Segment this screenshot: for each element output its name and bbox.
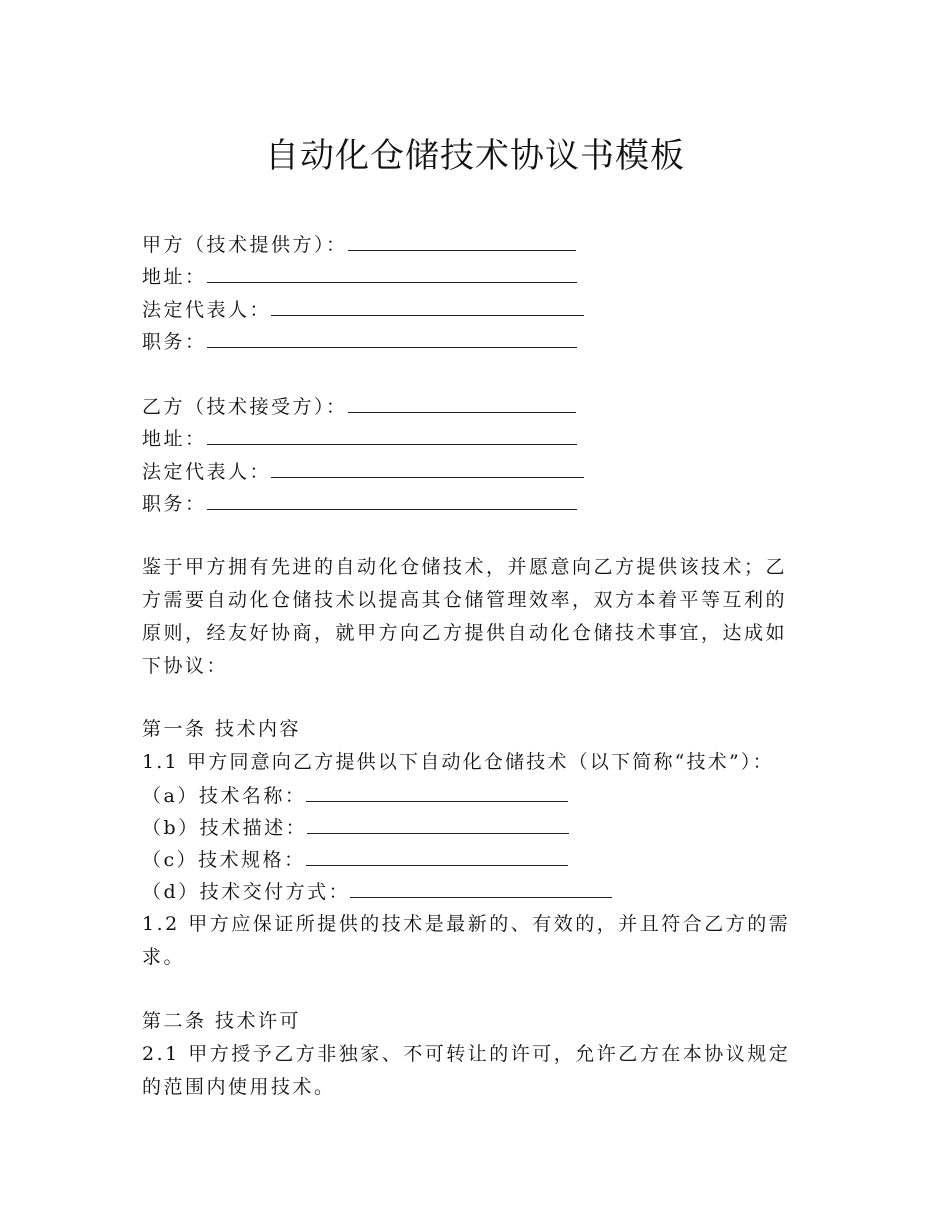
- preamble-line-2: 方需要自动化仓储技术以提高其仓储管理效率，双方本着平等互利的: [142, 589, 788, 611]
- item-a-label: （a）技术名称：: [142, 785, 307, 807]
- preamble-line-4: 下协议：: [142, 655, 229, 677]
- item-d-line: [142, 875, 612, 908]
- party-b-address-line: [142, 422, 577, 455]
- party-b-position-blank[interactable]: [207, 487, 577, 510]
- party-a-position-line: [142, 325, 577, 358]
- party-a-blank[interactable]: [348, 228, 576, 251]
- preamble-line-1: 鉴于甲方拥有先进的自动化仓储技术，并愿意向乙方提供该技术；乙: [142, 556, 788, 578]
- party-b-blank[interactable]: [348, 390, 576, 413]
- clause-2-1-line-2: 的范围内使用技术。: [142, 1076, 336, 1098]
- party-b-position-label: 职务：: [142, 493, 207, 515]
- item-c-blank[interactable]: [306, 843, 568, 866]
- clause-2-1-line-1: 2.1 甲方授予乙方非独家、不可转让的许可，允许乙方在本协议规定: [142, 1043, 791, 1065]
- party-a-legal-rep-label: 法定代表人：: [142, 299, 272, 321]
- party-a-legal-rep-blank[interactable]: [271, 293, 584, 316]
- document-title: 自动化仓储技术协议书模板: [265, 136, 685, 176]
- item-b-line: [142, 811, 569, 844]
- party-a-legal-rep-line: [142, 293, 584, 326]
- party-b-label: 乙方（技术接受方）：: [142, 396, 348, 418]
- party-b-legal-rep-line: [142, 455, 584, 488]
- party-a-address-blank[interactable]: [207, 260, 577, 283]
- clause-1-2-line-2: 求。: [142, 946, 186, 968]
- party-b-legal-rep-blank[interactable]: [271, 455, 584, 478]
- party-b-legal-rep-label: 法定代表人：: [142, 461, 272, 483]
- party-b-line: [142, 390, 576, 423]
- party-b-address-label: 地址：: [142, 428, 207, 450]
- party-a-line: [142, 228, 576, 261]
- item-d-label: （d）技术交付方式：: [142, 881, 351, 903]
- party-a-label: 甲方（技术提供方）：: [142, 234, 348, 256]
- item-c-label: （c）技术规格：: [142, 849, 306, 871]
- article-1-heading: 第一条 技术内容: [142, 718, 302, 740]
- party-b-position-line: [142, 487, 577, 520]
- item-d-blank[interactable]: [350, 875, 612, 898]
- party-a-address-label: 地址：: [142, 266, 207, 288]
- clause-1-1: 1.1 甲方同意向乙方提供以下自动化仓储技术（以下简称“技术”）：: [142, 751, 774, 773]
- party-a-position-blank[interactable]: [207, 325, 577, 348]
- item-b-label: （b）技术描述：: [142, 817, 308, 839]
- item-a-blank[interactable]: [306, 779, 568, 802]
- party-b-address-blank[interactable]: [207, 422, 577, 445]
- party-a-address-line: [142, 260, 577, 293]
- preamble-line-3: 原则，经友好协商，就甲方向乙方提供自动化仓储技术事宜，达成如: [142, 622, 788, 644]
- item-b-blank[interactable]: [307, 811, 569, 834]
- clause-1-2-line-1: 1.2 甲方应保证所提供的技术是最新的、有效的，并且符合乙方的需: [142, 913, 791, 935]
- party-a-position-label: 职务：: [142, 331, 207, 353]
- item-a-line: [142, 779, 568, 812]
- item-c-line: [142, 843, 568, 876]
- article-2-heading: 第二条 技术许可: [142, 1010, 302, 1032]
